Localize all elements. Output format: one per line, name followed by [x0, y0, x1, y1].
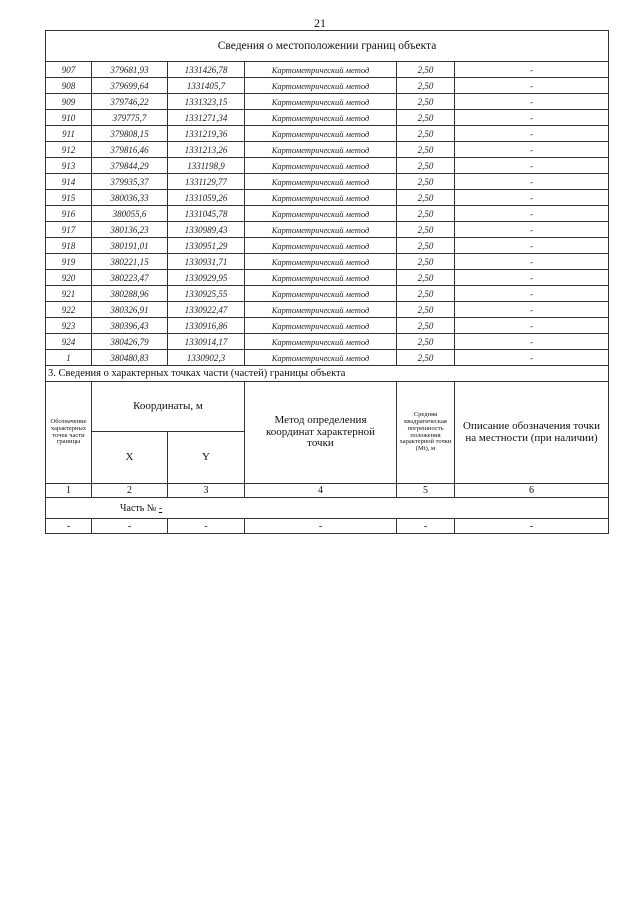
point-method: Картометрический метод [245, 206, 397, 222]
part-label: Часть № [120, 502, 157, 514]
boundary-table [45, 30, 609, 534]
point-x: 379935,37 [92, 174, 168, 190]
section3-title: 3. Сведения о характерных точках части (частей) границы объекта [46, 366, 609, 382]
point-x: 380288,96 [92, 286, 168, 302]
point-error: 2,50 [397, 206, 455, 222]
point-method: Картометрический метод [245, 62, 397, 78]
point-x: 379699,64 [92, 78, 168, 94]
point-y: 1331059,26 [168, 190, 245, 206]
point-x: 380426,79 [92, 334, 168, 350]
point-number: 910 [46, 110, 92, 126]
point-number: 917 [46, 222, 92, 238]
point-x: 380223,47 [92, 270, 168, 286]
point-x: 380480,83 [92, 350, 168, 366]
point-x: 379681,93 [92, 62, 168, 78]
point-number: 922 [46, 302, 92, 318]
page-number: 21 [314, 16, 326, 30]
point-x: 379844,29 [92, 158, 168, 174]
point-x: 379816,46 [92, 142, 168, 158]
point-description: - [455, 78, 609, 94]
section3-title-row [46, 366, 609, 382]
point-y: 1330931,71 [168, 254, 245, 270]
column-number: 4 [245, 484, 397, 498]
point-error: 2,50 [397, 142, 455, 158]
table-row [46, 94, 609, 110]
point-y: 1331045,78 [168, 206, 245, 222]
part-label-cell [46, 498, 609, 519]
point-y: 1331219,36 [168, 126, 245, 142]
point-y: 1331323,15 [168, 94, 245, 110]
table-row [46, 286, 609, 302]
point-method: Картометрический метод [245, 286, 397, 302]
table-row [46, 110, 609, 126]
empty-cell: - [245, 519, 397, 534]
point-method: Картометрический метод [245, 270, 397, 286]
point-x: 380191,01 [92, 238, 168, 254]
point-method: Картометрический метод [245, 254, 397, 270]
point-description: - [455, 286, 609, 302]
point-description: - [455, 158, 609, 174]
table-row [46, 222, 609, 238]
point-y: 1331271,34 [168, 110, 245, 126]
part-number: - [158, 502, 163, 514]
point-number: 921 [46, 286, 92, 302]
point-description: - [455, 270, 609, 286]
point-number: 913 [46, 158, 92, 174]
table-row [46, 270, 609, 286]
table-row [46, 318, 609, 334]
part-row [46, 498, 609, 519]
point-number: 909 [46, 94, 92, 110]
point-description: - [455, 110, 609, 126]
point-x: 380036,33 [92, 190, 168, 206]
point-error: 2,50 [397, 110, 455, 126]
point-method: Картометрический метод [245, 78, 397, 94]
point-x: 379746,22 [92, 94, 168, 110]
point-error: 2,50 [397, 286, 455, 302]
point-y: 1330929,95 [168, 270, 245, 286]
point-number: 919 [46, 254, 92, 270]
table-row [46, 62, 609, 78]
section3-header-row-1 [46, 382, 609, 432]
point-error: 2,50 [397, 270, 455, 286]
point-y: 1330922,47 [168, 302, 245, 318]
column-number: 1 [46, 484, 92, 498]
point-error: 2,50 [397, 62, 455, 78]
point-error: 2,50 [397, 174, 455, 190]
section-title-row [46, 31, 609, 62]
point-number: 911 [46, 126, 92, 142]
point-error: 2,50 [397, 254, 455, 270]
header-method: Метод определения координат характерной точки [245, 382, 397, 484]
point-description: - [455, 334, 609, 350]
point-y: 1330914,17 [168, 334, 245, 350]
point-y: 1331129,77 [168, 174, 245, 190]
table-row [46, 174, 609, 190]
point-error: 2,50 [397, 334, 455, 350]
column-number: 2 [92, 484, 168, 498]
table-row [46, 142, 609, 158]
point-number: 924 [46, 334, 92, 350]
point-method: Картометрический метод [245, 238, 397, 254]
point-y: 1330916,86 [168, 318, 245, 334]
table-row [46, 126, 609, 142]
point-error: 2,50 [397, 302, 455, 318]
table-row [46, 158, 609, 174]
header-designation: Обозначение характерных точек части границы [46, 382, 92, 484]
table-row [46, 78, 609, 94]
empty-cell: - [168, 519, 245, 534]
point-method: Картометрический метод [245, 334, 397, 350]
point-number: 912 [46, 142, 92, 158]
point-method: Картометрический метод [245, 142, 397, 158]
point-x: 380055,6 [92, 206, 168, 222]
point-number: 908 [46, 78, 92, 94]
table-row [46, 334, 609, 350]
header-x: X [92, 432, 168, 484]
header-description: Описание обозначения точки на местности (при наличии) [455, 382, 609, 484]
table-row [46, 254, 609, 270]
point-description: - [455, 254, 609, 270]
point-error: 2,50 [397, 350, 455, 366]
point-error: 2,50 [397, 94, 455, 110]
point-x: 380326,91 [92, 302, 168, 318]
point-description: - [455, 222, 609, 238]
table-row [46, 302, 609, 318]
point-description: - [455, 190, 609, 206]
point-y: 1331426,78 [168, 62, 245, 78]
point-x: 379808,15 [92, 126, 168, 142]
empty-cell: - [92, 519, 168, 534]
point-x: 379775,7 [92, 110, 168, 126]
table-row [46, 350, 609, 366]
column-number: 6 [455, 484, 609, 498]
point-error: 2,50 [397, 126, 455, 142]
point-number: 907 [46, 62, 92, 78]
point-description: - [455, 350, 609, 366]
point-description: - [455, 302, 609, 318]
point-method: Картометрический метод [245, 222, 397, 238]
column-number: 3 [168, 484, 245, 498]
point-method: Картометрический метод [245, 174, 397, 190]
point-y: 1330902,3 [168, 350, 245, 366]
empty-cell: - [455, 519, 609, 534]
point-description: - [455, 142, 609, 158]
column-number: 5 [397, 484, 455, 498]
point-method: Картометрический метод [245, 190, 397, 206]
point-description: - [455, 174, 609, 190]
point-number: 923 [46, 318, 92, 334]
point-error: 2,50 [397, 158, 455, 174]
point-method: Картометрический метод [245, 126, 397, 142]
table-row [46, 190, 609, 206]
header-error: Средняя квадратическая погрешность положения характерной точки (Mt), м [397, 382, 455, 484]
point-method: Картометрический метод [245, 318, 397, 334]
point-error: 2,50 [397, 238, 455, 254]
point-y: 1331405,7 [168, 78, 245, 94]
table-row [46, 238, 609, 254]
empty-cell: - [46, 519, 92, 534]
section-title: Сведения о местоположении границ объекта [46, 31, 609, 62]
point-x: 380136,23 [92, 222, 168, 238]
point-method: Картометрический метод [245, 94, 397, 110]
header-coordinates: Координаты, м [92, 382, 245, 432]
header-y: Y [168, 432, 245, 484]
empty-cell: - [397, 519, 455, 534]
point-error: 2,50 [397, 190, 455, 206]
point-number: 915 [46, 190, 92, 206]
point-error: 2,50 [397, 222, 455, 238]
point-y: 1330989,43 [168, 222, 245, 238]
point-y: 1330951,29 [168, 238, 245, 254]
point-y: 1330925,55 [168, 286, 245, 302]
point-method: Картометрический метод [245, 110, 397, 126]
column-number-row [46, 484, 609, 498]
point-number: 920 [46, 270, 92, 286]
point-description: - [455, 318, 609, 334]
point-description: - [455, 206, 609, 222]
point-x: 380396,43 [92, 318, 168, 334]
point-number: 914 [46, 174, 92, 190]
point-number: 1 [46, 350, 92, 366]
point-number: 918 [46, 238, 92, 254]
point-description: - [455, 62, 609, 78]
point-method: Картометрический метод [245, 302, 397, 318]
point-method: Картометрический метод [245, 350, 397, 366]
point-description: - [455, 238, 609, 254]
point-error: 2,50 [397, 318, 455, 334]
point-y: 1331213,26 [168, 142, 245, 158]
point-number: 916 [46, 206, 92, 222]
point-x: 380221,15 [92, 254, 168, 270]
point-y: 1331198,9 [168, 158, 245, 174]
point-method: Картометрический метод [245, 158, 397, 174]
point-description: - [455, 94, 609, 110]
table-row [46, 206, 609, 222]
empty-data-row [46, 519, 609, 534]
point-description: - [455, 126, 609, 142]
point-error: 2,50 [397, 78, 455, 94]
